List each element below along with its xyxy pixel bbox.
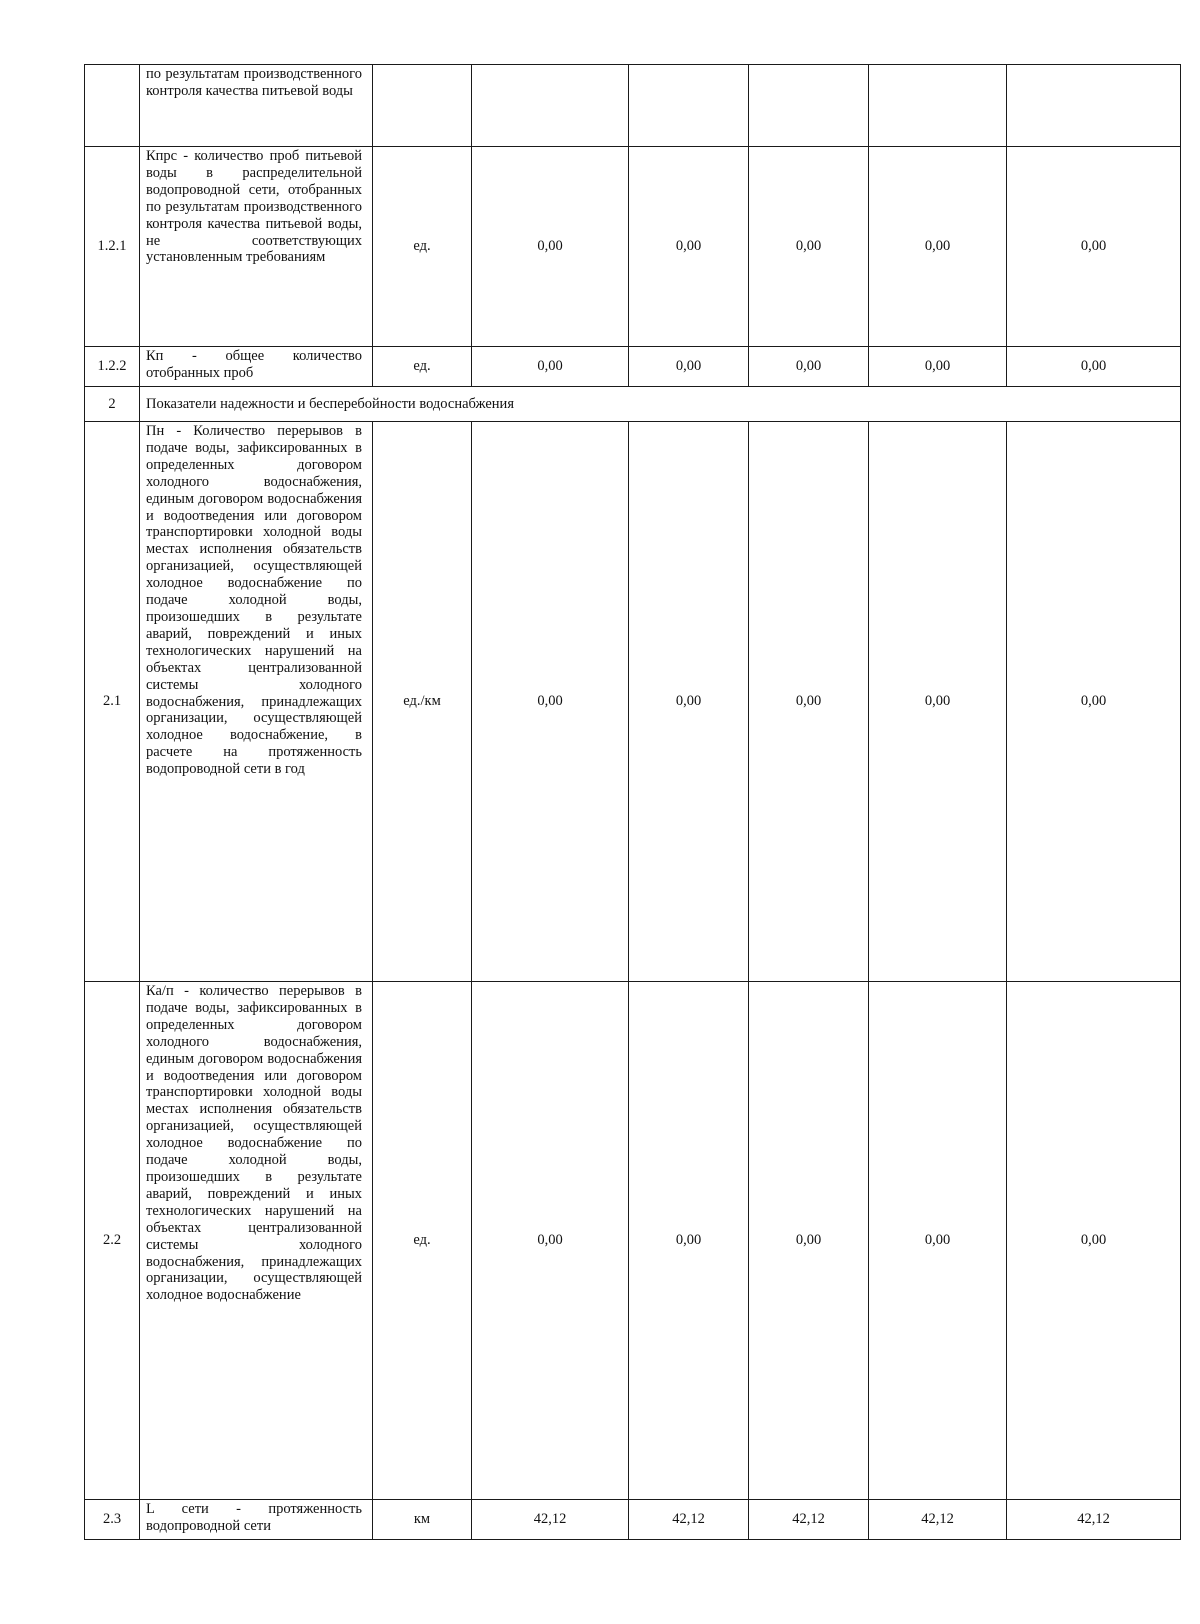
row-unit: ед. xyxy=(373,982,472,1500)
row-description: Пн - Количество перерывов в подаче воды, зафиксированных в определенных договором холодного водоснабжения, единым договором водоснабжения и водоотведения или договором транспортировки холодной воды местах исполнения обязательств организацией, осуществляющей холодное водоснабжение по подаче холодной воды, произошедших в результате аварий, повреждений и иных технологических нарушений на объектах централизованной системы холодного водоснабжения, принадлежащих организации, осуществляющей холодное водоснабжение, в расчете на протяженность водопроводной сети в год xyxy=(140,422,373,982)
row-description: по результатам производственного контроля качества питьевой воды xyxy=(140,65,373,147)
row-value: 0,00 xyxy=(1007,982,1181,1500)
row-value: 0,00 xyxy=(472,147,629,347)
row-value: 0,00 xyxy=(749,347,869,387)
row-value: 0,00 xyxy=(1007,147,1181,347)
row-value: 42,12 xyxy=(629,1500,749,1540)
section-row xyxy=(85,387,1181,422)
row-id: 1.2.2 xyxy=(85,347,140,387)
row-id xyxy=(85,65,140,147)
row-value xyxy=(1007,65,1181,147)
row-description: Кп - общее количество отобранных проб xyxy=(140,347,373,387)
row-value: 0,00 xyxy=(749,422,869,982)
row-unit xyxy=(373,65,472,147)
row-value: 0,00 xyxy=(749,982,869,1500)
row-value: 0,00 xyxy=(629,422,749,982)
row-value: 42,12 xyxy=(1007,1500,1181,1540)
row-value: 0,00 xyxy=(629,347,749,387)
row-value: 0,00 xyxy=(869,147,1007,347)
row-value: 0,00 xyxy=(749,147,869,347)
row-description: Ка/п - количество перерывов в подаче воды, зафиксированных в определенных договором холодного водоснабжения, единым договором водоснабжения и водоотведения или договором транспортировки холодной воды местах исполнения обязательств организацией, осуществляющей холодное водоснабжение по подаче холодной воды, произошедших в результате аварий, повреждений и иных технологических нарушений на объектах централизованной системы холодного водоснабжения, принадлежащих организации, осуществляющей холодное водоснабжение xyxy=(140,982,373,1500)
table-row xyxy=(85,147,1181,347)
table-row xyxy=(85,347,1181,387)
row-value xyxy=(629,65,749,147)
row-value xyxy=(749,65,869,147)
table-row xyxy=(85,982,1181,1500)
row-description: L сети - протяженность водопроводной сети xyxy=(140,1500,373,1540)
row-value: 42,12 xyxy=(749,1500,869,1540)
section-id: 2 xyxy=(85,387,140,422)
row-value xyxy=(472,65,629,147)
table-row xyxy=(85,1500,1181,1540)
row-id: 2.1 xyxy=(85,422,140,982)
table-row xyxy=(85,422,1181,982)
row-value xyxy=(869,65,1007,147)
row-unit: км xyxy=(373,1500,472,1540)
row-value: 0,00 xyxy=(629,147,749,347)
row-unit: ед./км xyxy=(373,422,472,982)
row-value: 0,00 xyxy=(869,982,1007,1500)
indicators-table xyxy=(84,64,1181,1540)
row-value: 0,00 xyxy=(472,422,629,982)
section-title: Показатели надежности и бесперебойности водоснабжения xyxy=(140,387,1181,422)
row-value: 0,00 xyxy=(869,347,1007,387)
table-row xyxy=(85,65,1181,147)
row-value: 0,00 xyxy=(472,347,629,387)
row-unit: ед. xyxy=(373,347,472,387)
row-value: 0,00 xyxy=(869,422,1007,982)
row-value: 0,00 xyxy=(629,982,749,1500)
row-value: 42,12 xyxy=(472,1500,629,1540)
row-value: 0,00 xyxy=(472,982,629,1500)
row-id: 2.2 xyxy=(85,982,140,1500)
row-value: 0,00 xyxy=(1007,347,1181,387)
row-value: 0,00 xyxy=(1007,422,1181,982)
row-unit: ед. xyxy=(373,147,472,347)
row-id: 2.3 xyxy=(85,1500,140,1540)
row-description: Кпрс - количество проб питьевой воды в распределительной водопроводной сети, отобранных по результатам производственного контроля качества питьевой воды, не соответствующих установленным требованиям xyxy=(140,147,373,347)
row-value: 42,12 xyxy=(869,1500,1007,1540)
row-id: 1.2.1 xyxy=(85,147,140,347)
